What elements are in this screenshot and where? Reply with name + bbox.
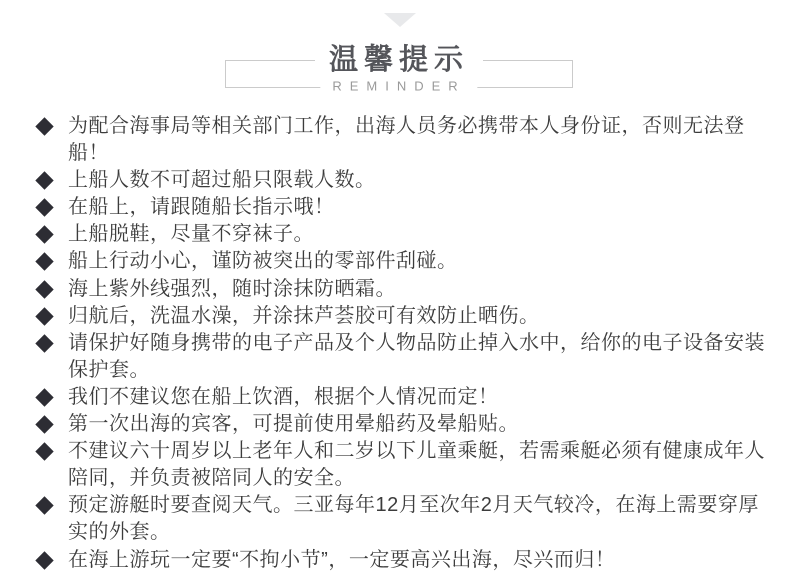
notice-text: 在船上，请跟随船长指示哦！ xyxy=(68,196,335,219)
bullet-cell xyxy=(35,492,68,519)
notice-text: 预定游艇时要查阅天气。三亚每年12月至次年2月天气较冷，在海上需要穿厚实的外套。 xyxy=(68,494,759,544)
notice-item xyxy=(35,221,775,248)
bullet-cell xyxy=(35,384,68,411)
notice-item xyxy=(35,113,775,167)
notice-item xyxy=(35,330,775,384)
notice-item xyxy=(35,438,775,492)
page-title: 温馨提示 xyxy=(315,45,483,77)
notice-item xyxy=(35,167,775,194)
diamond-bullet-icon xyxy=(35,253,53,271)
bullet-cell xyxy=(35,113,68,140)
bullet-cell xyxy=(35,221,68,248)
notice-text: 船上行动小心，谨防被突出的零部件刮碰。 xyxy=(68,250,458,273)
notice-text: 请保护好随身携带的电子产品及个人物品防止掉入水中，给你的电子设备安装保护套。 xyxy=(68,331,765,381)
diamond-bullet-icon xyxy=(35,415,53,433)
notice-text: 上船人数不可超过船只限载人数。 xyxy=(68,169,376,192)
notice-item xyxy=(35,194,775,221)
diamond-bullet-icon xyxy=(35,551,53,569)
notice-text: 第一次出海的宾客，可提前使用晕船药及晕船贴。 xyxy=(68,413,519,436)
bullet-cell xyxy=(35,303,68,330)
notice-item xyxy=(35,303,775,330)
notice-item xyxy=(35,384,775,411)
page-subtitle: REMINDER xyxy=(320,80,477,95)
diamond-bullet-icon xyxy=(35,388,53,406)
header-frame xyxy=(225,44,573,94)
bullet-cell xyxy=(35,167,68,194)
triangle-down-icon xyxy=(384,13,416,27)
notice-text: 不建议六十周岁以上老年人和二岁以下儿童乘艇，若需乘艇必须有健康成年人陪同，并负责被陪同人的安全。 xyxy=(68,440,765,490)
diamond-bullet-icon xyxy=(35,442,53,460)
notice-text: 为配合海事局等相关部门工作，出海人员务必携带本人身份证，否则无法登船！ xyxy=(68,115,745,165)
diamond-bullet-icon xyxy=(35,171,53,189)
diamond-bullet-icon xyxy=(35,307,53,325)
notice-item xyxy=(35,492,775,546)
notice-item xyxy=(35,276,775,303)
diamond-bullet-icon xyxy=(35,334,53,352)
bullet-cell xyxy=(35,411,68,438)
bullet-cell xyxy=(35,276,68,303)
bullet-cell xyxy=(35,248,68,275)
bullet-cell xyxy=(35,547,68,574)
diamond-bullet-icon xyxy=(35,199,53,217)
bullet-cell xyxy=(35,330,68,357)
notice-item xyxy=(35,248,775,275)
notice-item xyxy=(35,411,775,438)
diamond-bullet-icon xyxy=(35,226,53,244)
notice-list xyxy=(35,113,775,574)
notice-text: 海上紫外线强烈，随时涂抹防晒霜。 xyxy=(68,277,396,300)
notice-text: 上船脱鞋，尽量不穿袜子。 xyxy=(68,223,314,246)
bullet-cell xyxy=(35,438,68,465)
bullet-cell xyxy=(35,194,68,221)
notice-text: 在海上游玩一定要“不拘小节”，一定要高兴出海，尽兴而归！ xyxy=(68,548,616,571)
notice-item xyxy=(35,547,775,574)
diamond-bullet-icon xyxy=(35,280,53,298)
diamond-bullet-icon xyxy=(35,117,53,135)
diamond-bullet-icon xyxy=(35,497,53,515)
notice-text: 我们不建议您在船上饮酒，根据个人情况而定！ xyxy=(68,385,499,408)
notice-text: 归航后，洗温水澡，并涂抹芦荟胶可有效防止晒伤。 xyxy=(68,304,540,327)
